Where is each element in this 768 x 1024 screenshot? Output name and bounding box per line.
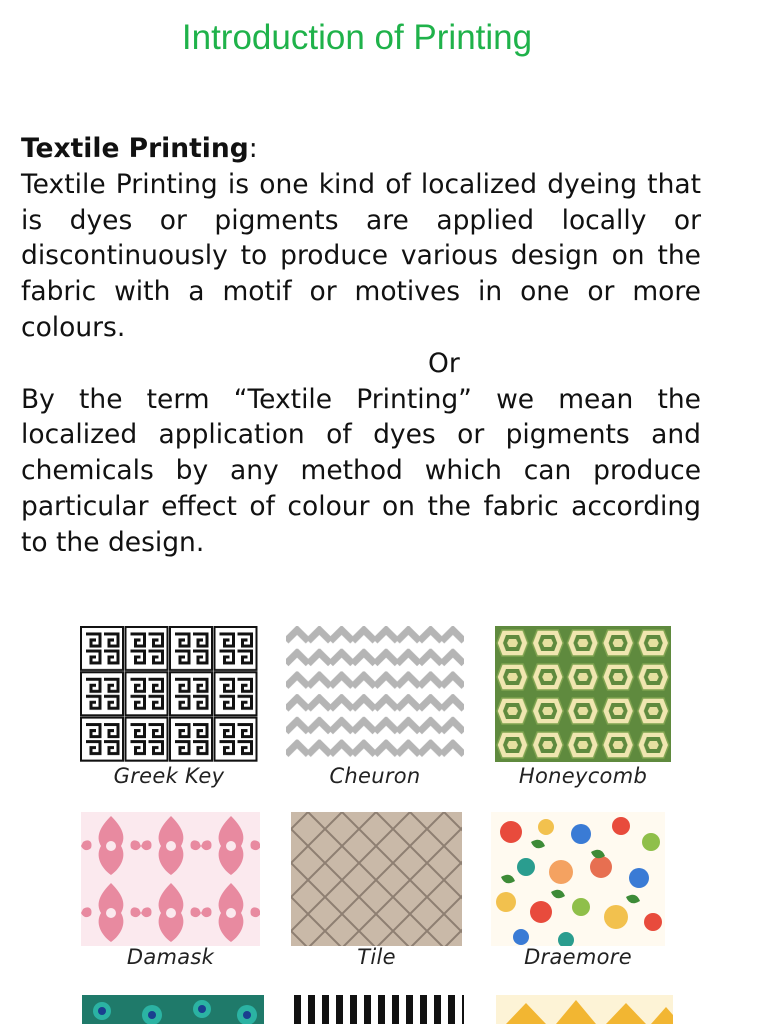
damask-pattern-icon — [81, 812, 260, 946]
stripe-pattern-icon — [294, 995, 464, 1024]
chevron-pattern-icon — [286, 626, 464, 762]
definition-heading: Textile Printing — [21, 133, 249, 164]
peacock-swatch — [82, 995, 264, 1024]
pattern-label-honeycomb: Honeycomb — [518, 764, 648, 788]
tile-pattern-icon — [291, 812, 462, 946]
pattern-label-tile: Tile — [357, 945, 396, 969]
peacock-pattern-icon — [82, 995, 264, 1024]
pattern-label-greek-key: Greek Key — [113, 764, 225, 788]
honeycomb-swatch — [495, 626, 671, 762]
page-title: Introduction of Printing — [181, 18, 533, 57]
tile-swatch — [291, 812, 462, 946]
pattern-label-chevron: Cheuron — [329, 764, 421, 788]
ikat-swatch — [496, 995, 673, 1024]
ikat-pattern-icon — [496, 995, 673, 1024]
definition-heading-colon: : — [248, 133, 258, 164]
chevron-swatch — [286, 626, 464, 762]
greek-key-swatch — [80, 626, 258, 762]
definition-text-1: Textile Printing is one kind of localized dyeing that is dyes or pigments are applied locally or discontinuously to produce various design on the fabric with a motif or motives in one or more colours. — [21, 168, 701, 343]
stripe-swatch — [294, 995, 464, 1024]
definition-separator: Or — [428, 347, 460, 379]
pattern-label-draemore: Draemore — [524, 945, 632, 969]
floral-swatch — [491, 812, 665, 946]
definition-block — [21, 131, 701, 561]
pattern-label-damask: Damask — [126, 945, 215, 969]
damask-swatch — [81, 812, 260, 946]
floral-pattern-icon — [491, 812, 665, 946]
definition-paragraph-1 — [21, 131, 701, 346]
definition-paragraph-2: By the term “Textile Printing” we mean the localized application of dyes or pigments and chemicals by any method which can produce particular effect of colour on the fabric according to the design. — [21, 383, 701, 558]
honeycomb-pattern-icon — [495, 626, 671, 762]
greek-key-pattern-icon — [80, 626, 258, 762]
